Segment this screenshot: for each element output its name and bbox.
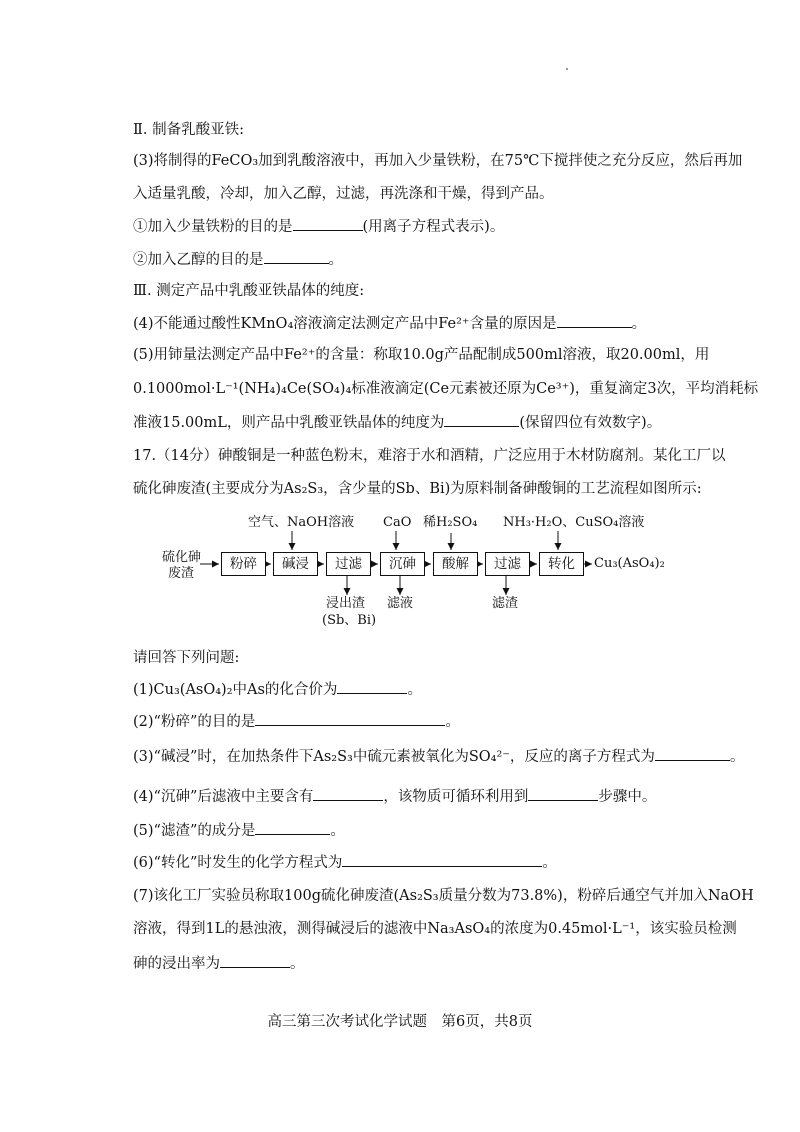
q5-text-line3: 准液15.00mL，则产品中乳酸亚铁晶体的纯度为 (保留四位有效数字)。 [133, 412, 700, 433]
answer-blank[interactable] [255, 820, 330, 835]
step-acid-hydrolysis: 酸解 [433, 552, 478, 576]
output-filter-residue: 滤渣 [492, 596, 519, 611]
input-conversion: NH₃·H₂O、CuSO₄溶液 [503, 515, 645, 530]
q17-part6: (6)“转化”时发生的化学方程式为 。 [133, 852, 700, 873]
feed-label-2: 废渣 [168, 566, 195, 581]
step-alkali-leach: 碱浸 [273, 552, 318, 576]
q17-part1: (1)Cu₃(AsO₄)₂中As的化合价为 。 [133, 679, 700, 700]
section-ii-heading: Ⅱ. 制备乳酸亚铁: [133, 122, 244, 138]
q4-text: (4)不能通过酸性KMnO₄溶液滴定法测定产品中Fe²⁺含量的原因是 。 [133, 313, 700, 334]
input-alkali: 空气、NaOH溶液 [248, 515, 355, 530]
answer-blank[interactable] [337, 679, 407, 694]
scan-speck [566, 68, 568, 70]
answer-blank[interactable] [655, 746, 730, 761]
q17-part3: (3)“碱浸”时，在加热条件下As₂S₃中硫元素被氧化为SO₄²⁻，反应的离子方程式为 。 [133, 746, 700, 767]
answer-blank[interactable] [293, 216, 363, 231]
q5-text-line1: (5)用铈量法测定产品中Fe²⁺的含量：称取10.0g产品配制成500ml溶液，取20.00ml，用 [133, 347, 710, 363]
page-footer: 高三第三次考试化学试题 第6页，共8页 [267, 1014, 533, 1030]
feed-label-1: 硫化砷 [162, 550, 202, 565]
answer-blank[interactable] [220, 953, 290, 968]
q5-text-line2: 0.1000mol·L⁻¹(NH₄)₄Ce(SO₄)₄标准液滴定(Ce元素被还原为Ce³⁺)，重复滴定3次，平均消耗标 [133, 381, 759, 397]
q17-intro-line2: 硫化砷废渣(主要成分为As₂S₃，含少量的Sb、Bi)为原料制备砷酸铜的工艺流程如图所示: [133, 481, 702, 497]
q17-part7-line2: 溶液，得到1L的悬浊液，测得碱浸后的滤液中Na₃AsO₄的浓度为0.45mol·L⁻¹，该实验员检测 [133, 921, 737, 937]
section-iii-heading: Ⅲ. 测定产品中乳酸亚铁晶体的纯度: [133, 283, 365, 299]
q3-sub1: ①加入少量铁粉的目的是 (用离子方程式表示)。 [133, 216, 700, 237]
q17-part5: (5)“滤渣”的成分是 。 [133, 820, 700, 841]
q17-part2: (2)“粉碎”的目的是 。 [133, 711, 700, 732]
answer-blank[interactable] [264, 249, 329, 264]
step-filter-1: 过滤 [326, 552, 371, 576]
output-filtrate: 滤液 [387, 596, 414, 611]
step-precipitate: 沉砷 [380, 552, 425, 576]
q17-intro-line1: 17.（14分）砷酸铜是一种蓝色粉末，难溶于水和酒精，广泛应用于木材防腐剂。某化工厂以 [133, 448, 726, 464]
answer-blank[interactable] [342, 852, 542, 867]
input-acid: 稀H₂SO₄ [423, 515, 478, 530]
answer-blank[interactable] [557, 313, 632, 328]
step-convert: 转化 [539, 552, 584, 576]
answer-blank[interactable] [444, 412, 519, 427]
answer-blank[interactable] [528, 786, 598, 801]
q17-part7-line1: (7)该化工厂实验员称取100g硫化砷废渣(As₂S₃质量分数为73.8%)，粉碎后通空气并加入NaOH [133, 888, 754, 904]
step-crush: 粉碎 [221, 552, 266, 576]
q3-sub2: ②加入乙醇的目的是 。 [133, 249, 700, 270]
step-filter-2: 过滤 [485, 552, 530, 576]
product-label: Cu₃(AsO₄)₂ [594, 556, 665, 571]
input-cao: CaO [383, 515, 412, 530]
answer-blank[interactable] [313, 786, 383, 801]
q3-text-line2: 入适量乳酸，冷却，加入乙醇，过滤，再洗涤和干燥，得到产品。 [133, 186, 554, 202]
q17-part7-line3: 砷的浸出率为 。 [133, 953, 700, 974]
q17-prompt: 请回答下列问题: [133, 650, 240, 666]
q17-part4: (4)“沉砷”后滤液中主要含有 ，该物质可循环利用到 步骤中。 [133, 786, 700, 807]
output-leach-residue: 浸出渣 [326, 596, 366, 611]
answer-blank[interactable] [255, 711, 445, 726]
q3-text-line1: (3)将制得的FeCO₃加到乳酸溶液中，再加入少量铁粉，在75℃下搅拌使之充分反应，然后再加 [133, 153, 743, 169]
output-leach-residue-detail: (Sb、Bi) [322, 613, 377, 628]
